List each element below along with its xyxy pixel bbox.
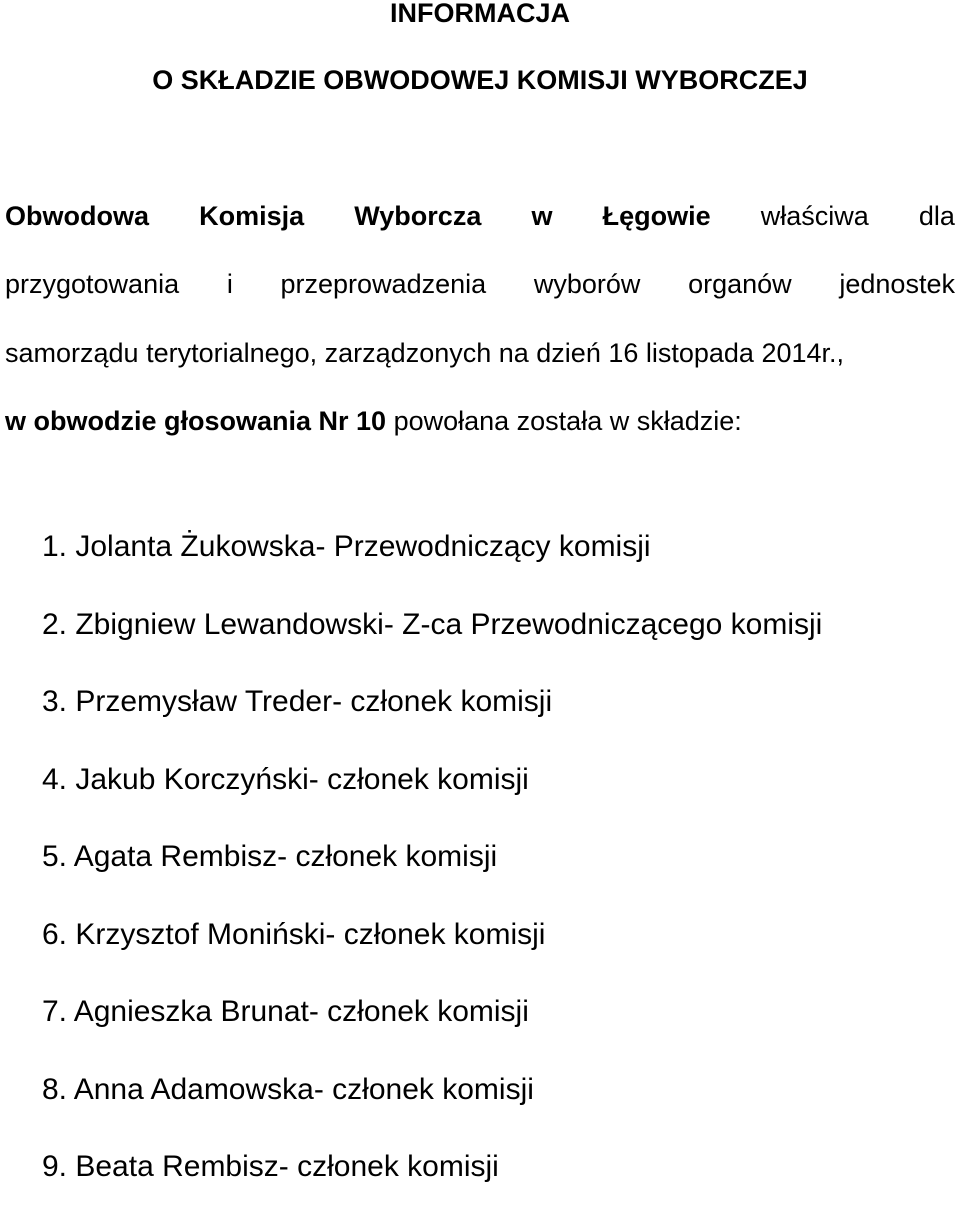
paragraph-line-4 bbox=[5, 404, 955, 438]
paragraph-word: wyborów bbox=[533, 269, 641, 299]
paragraph-line-3: samorządu terytorialnego, zarządzonych na dzień 16 listopada 2014r., bbox=[5, 338, 845, 368]
list-item: 7. Agnieszka Brunat- członek komisji bbox=[42, 995, 529, 1028]
paragraph-line-2 bbox=[5, 267, 955, 301]
list-item: 8. Anna Adamowska- członek komisji bbox=[42, 1072, 534, 1106]
list-item: 6. Krzysztof Moniński- członek komisji bbox=[42, 917, 546, 951]
paragraph-word: Łęgowie bbox=[602, 201, 711, 231]
paragraph-word: organów bbox=[688, 269, 792, 299]
paragraph-word: właściwa bbox=[760, 201, 869, 231]
paragraph-word: jednostek bbox=[839, 269, 955, 299]
list-item: 1. Jolanta Żukowska- Przewodniczący komisji bbox=[42, 530, 651, 563]
document-subtitle: O SKŁADZIE OBWODOWEJ KOMISJI WYBORCZEJ bbox=[152, 65, 808, 95]
paragraph-line-1 bbox=[5, 199, 955, 233]
paragraph-word: przygotowania bbox=[5, 269, 180, 299]
list-item: 4. Jakub Korczyński- członek komisji bbox=[42, 762, 529, 796]
member-list bbox=[42, 529, 822, 1227]
list-item: 3. Przemysław Treder- członek komisji bbox=[42, 685, 553, 718]
paragraph-word: Obwodowa bbox=[5, 201, 149, 231]
paragraph-word: Wyborcza bbox=[354, 201, 482, 231]
paragraph-word: Komisja bbox=[199, 201, 305, 231]
list-item: 9. Beata Rembisz- członek komisji bbox=[42, 1150, 499, 1183]
paragraph-word: w bbox=[531, 201, 553, 231]
paragraph-line-4-rest: powołana została w składzie: bbox=[386, 406, 742, 436]
district-number-text: w obwodzie głosowania Nr 10 bbox=[5, 406, 387, 436]
paragraph-word: przeprowadzenia bbox=[280, 269, 487, 299]
paragraph-word: dla bbox=[918, 201, 955, 231]
document-title: INFORMACJA bbox=[390, 0, 570, 28]
list-item: 5. Agata Rembisz- członek komisji bbox=[42, 840, 498, 873]
paragraph-word: i bbox=[226, 269, 233, 299]
list-item: 2. Zbigniew Lewandowski- Z-ca Przewodniczącego komisji bbox=[42, 607, 823, 641]
